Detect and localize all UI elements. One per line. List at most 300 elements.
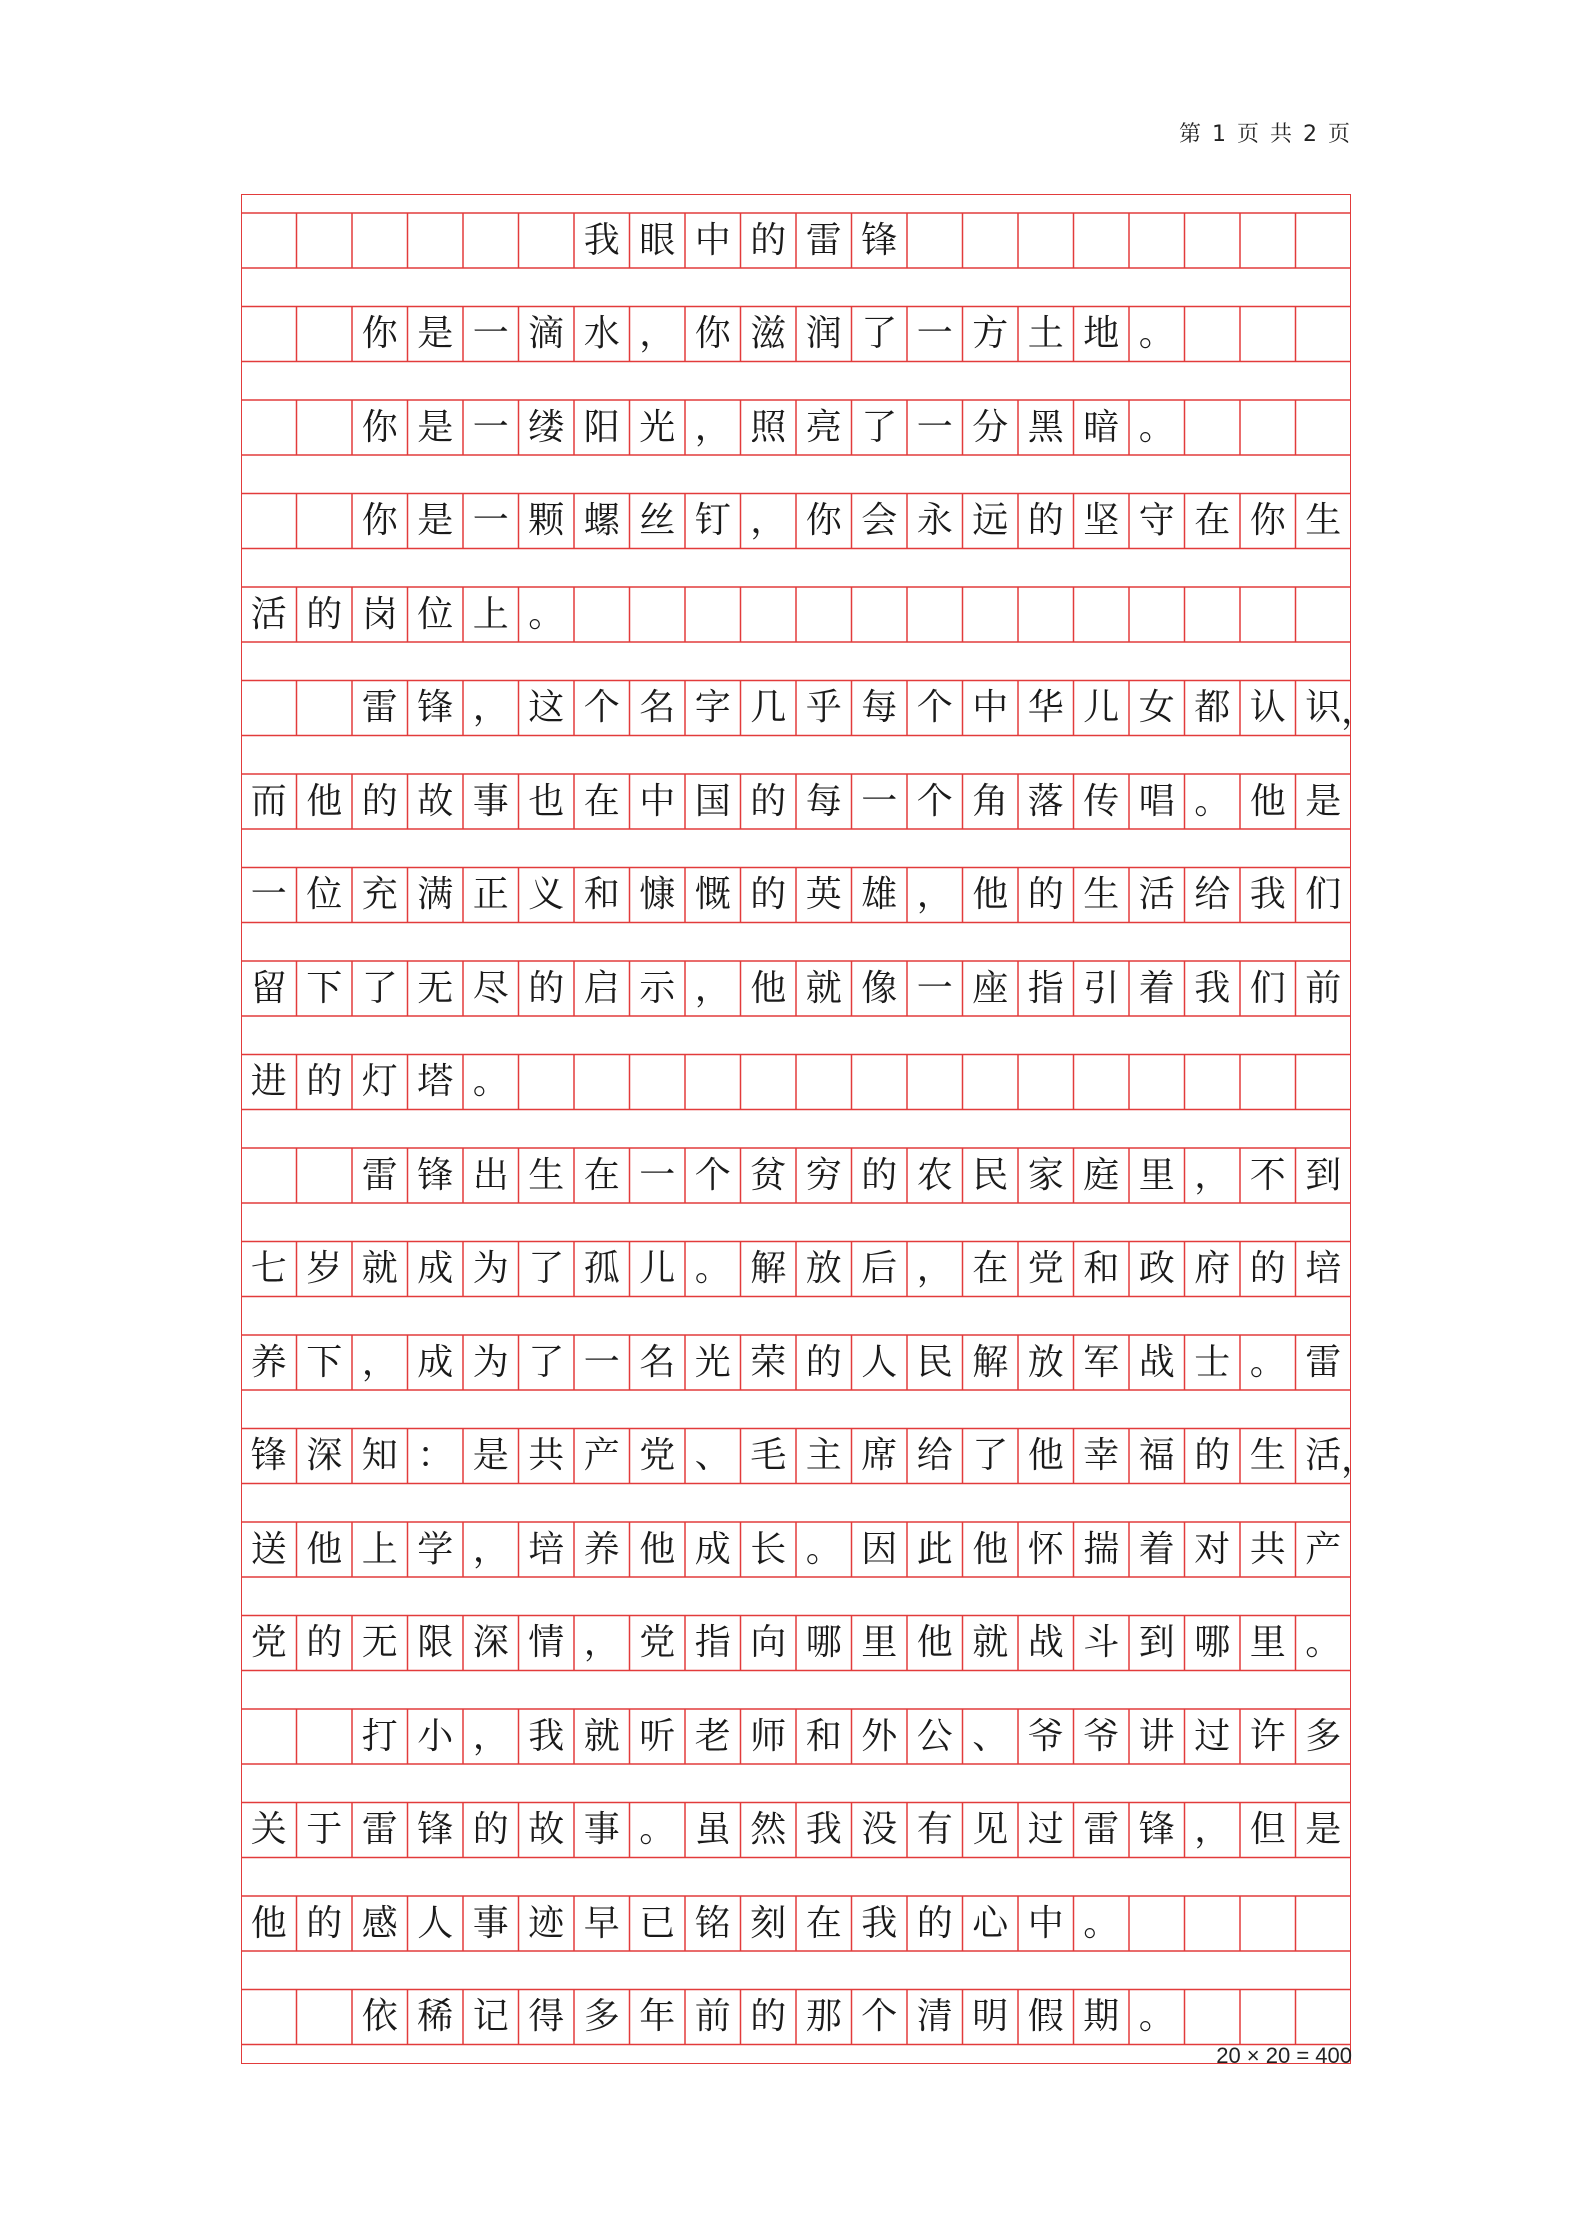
grid-cell: ， [472, 1715, 509, 1757]
grid-cell: 一 [639, 1154, 676, 1196]
grid-cell [352, 213, 408, 268]
grid-cell [1185, 1896, 1241, 1951]
grid-cell: 了 [861, 406, 898, 448]
grid-cell: 岗 [361, 593, 398, 635]
grid-cell: 。 [1138, 406, 1175, 448]
grid-cell: 个 [694, 1154, 731, 1196]
grid-cell: 个 [861, 1996, 898, 2037]
grid-cell: 。 [805, 1528, 842, 1570]
grid-cell [1240, 213, 1296, 268]
grid-cell: 锋 [1138, 1809, 1175, 1850]
grid-cell: 七 [250, 1248, 287, 1289]
grid-cell: 那 [805, 1996, 842, 2037]
grid-cell: 一 [916, 406, 953, 448]
grid-cell: 公 [916, 1715, 953, 1757]
grid-cell: 给 [1194, 874, 1231, 915]
grid-cell: 指 [694, 1622, 731, 1663]
grid-cell [519, 1055, 575, 1110]
grid-cell [1185, 213, 1241, 268]
grid-cell: 荣 [750, 1341, 787, 1383]
grid-cell: 培 [528, 1528, 565, 1570]
grid-cell [796, 587, 852, 642]
grid-cell: 在 [583, 780, 620, 822]
grid-cell: 里 [1138, 1154, 1175, 1196]
grid-cell: 上 [361, 1528, 398, 1570]
grid-cell: 义 [528, 874, 565, 915]
grid-cell: 就 [972, 1622, 1009, 1663]
grid-cell: 向 [750, 1622, 787, 1663]
grid-cell: 。 [1249, 1341, 1286, 1383]
grid-cell: 一 [583, 1341, 620, 1383]
grid-cell: 爷 [1027, 1715, 1064, 1757]
grid-cell: 产 [583, 1435, 620, 1476]
grid-cell: 党 [1027, 1248, 1064, 1289]
grid-row [241, 1709, 1351, 1764]
grid-row [241, 1429, 1377, 1484]
grid-cell: 生 [1305, 500, 1342, 541]
grid-cell: 事 [583, 1809, 620, 1850]
grid-cell: 每 [861, 687, 898, 728]
grid-cell: 前 [1305, 967, 1342, 1009]
grid-cell: 会 [861, 500, 898, 541]
grid-cell: 在 [583, 1154, 620, 1196]
grid-cell: 中 [972, 687, 1009, 728]
grid-cell: 锋 [417, 1154, 454, 1196]
grid-cell: 在 [1194, 500, 1231, 541]
grid-cell: 锋 [861, 219, 898, 261]
grid-cell: 心 [972, 1902, 1009, 1944]
grid-cell: 黑 [1027, 406, 1064, 448]
grid-cell: 庭 [1083, 1154, 1120, 1196]
grid-cell: 一 [916, 967, 953, 1009]
grid-cell: 、 [694, 1435, 731, 1476]
grid-cell: 是 [472, 1435, 509, 1476]
grid-cell: 生 [528, 1154, 565, 1196]
grid-cell: 席 [861, 1435, 898, 1476]
grid-cell: 培 [1305, 1248, 1342, 1289]
grid-cell [1240, 1896, 1296, 1951]
grid-lines [241, 194, 1351, 2064]
grid-cell [1296, 307, 1352, 362]
grid-cell [574, 1055, 630, 1110]
grid-cell [963, 213, 1019, 268]
grid-cell: 的 [306, 1622, 343, 1663]
grid-row [241, 1242, 1351, 1297]
grid-cell: 的 [361, 780, 398, 822]
grid-cell: 他 [972, 874, 1009, 915]
grid-cell: 贫 [750, 1154, 787, 1196]
grid-cell: 你 [694, 313, 731, 354]
grid-row [241, 1148, 1351, 1203]
grid-cell: 但 [1249, 1809, 1286, 1850]
grid-cell: 。 [694, 1248, 731, 1289]
manuscript-grid-sheet [241, 194, 1377, 2064]
grid-row [241, 494, 1351, 549]
grid-cell: 雷 [361, 687, 398, 728]
grid-cell: 钉 [694, 500, 731, 541]
grid-cell: 乎 [805, 687, 842, 728]
grid-cell: 雷 [1305, 1341, 1342, 1383]
grid-cell: 充 [361, 874, 398, 915]
grid-cell: ， [639, 313, 676, 354]
grid-cell: 在 [805, 1902, 842, 1944]
grid-cell: 主 [805, 1435, 842, 1476]
grid-row [241, 307, 1351, 362]
grid-cell: 共 [528, 1435, 565, 1476]
grid-cell: 前 [694, 1996, 731, 2037]
grid-cell: 师 [750, 1715, 787, 1757]
grid-cell: 他 [250, 1902, 287, 1944]
grid-cell: 远 [972, 500, 1009, 541]
grid-cell: 。 [1305, 1622, 1342, 1663]
grid-cell: 一 [472, 500, 509, 541]
grid-cell: 得 [528, 1996, 565, 2037]
grid-cell: 虽 [694, 1809, 731, 1850]
grid-cell [1129, 587, 1185, 642]
grid-cell: 你 [361, 500, 398, 541]
grid-cell: 留 [250, 967, 287, 1009]
grid-cell: 传 [1083, 780, 1120, 822]
grid-cell: 地 [1083, 313, 1120, 354]
grid-cell: 他 [306, 1528, 343, 1570]
grid-cell: 早 [583, 1902, 620, 1944]
grid-cell [630, 587, 686, 642]
grid-cell: 亮 [805, 406, 842, 448]
grid-cell: 无 [417, 967, 454, 1009]
grid-cell: 认 [1249, 687, 1286, 728]
grid-cell: 解 [972, 1341, 1009, 1383]
grid-cell: 里 [861, 1622, 898, 1663]
grid-row [241, 1803, 1351, 1858]
grid-cell: 光 [694, 1341, 731, 1383]
grid-cell: 解 [750, 1248, 787, 1289]
grid-cell: 岁 [306, 1248, 343, 1289]
grid-cell [1185, 400, 1241, 455]
grid-cell [907, 1055, 963, 1110]
grid-cell: 成 [417, 1248, 454, 1289]
grid-cell: 位 [306, 874, 343, 915]
grid-cell [1185, 307, 1241, 362]
grid-cell: 有 [916, 1809, 953, 1850]
grid-cell: 一 [472, 406, 509, 448]
grid-cell [241, 213, 297, 268]
grid-cell: 锋 [250, 1435, 287, 1476]
grid-cell [1185, 587, 1241, 642]
grid-cell: 他 [972, 1528, 1009, 1570]
grid-cell: 感 [361, 1902, 398, 1944]
grid-cell: 见 [972, 1809, 1009, 1850]
grid-cell: 打 [361, 1715, 398, 1757]
grid-cell [1296, 1990, 1352, 2045]
grid-cell: 共 [1249, 1528, 1286, 1570]
grid-cell: 爷 [1083, 1715, 1120, 1757]
grid-cell: 事 [472, 1902, 509, 1944]
grid-cell: 他 [916, 1622, 953, 1663]
grid-cell: 雷 [805, 219, 842, 261]
grid-cell [241, 307, 297, 362]
grid-cell: 哪 [1194, 1622, 1231, 1663]
grid-cell: 下 [306, 967, 343, 1009]
grid-cell: 的 [306, 1902, 343, 1944]
overflow-punctuation: ， [1340, 1438, 1377, 1480]
grid-cell: 土 [1027, 313, 1064, 354]
grid-cell [241, 400, 297, 455]
grid-cell: 国 [694, 780, 731, 822]
grid-cell: ， [583, 1622, 620, 1663]
grid-cell: 为 [472, 1248, 509, 1289]
grid-cell [241, 494, 297, 549]
grid-cell: 是 [1305, 1809, 1342, 1850]
grid-cell: 的 [750, 874, 787, 915]
grid-cell: 几 [750, 687, 787, 728]
grid-cell: 润 [805, 313, 842, 354]
grid-cell: 每 [805, 780, 842, 822]
grid-cell: 就 [361, 1248, 398, 1289]
grid-cell: 我 [583, 219, 620, 261]
grid-cell: 知 [361, 1435, 398, 1476]
grid-cell [1129, 1055, 1185, 1110]
grid-cell: 的 [861, 1154, 898, 1196]
grid-cell: 家 [1027, 1154, 1064, 1196]
grid-cell: 华 [1027, 687, 1064, 728]
grid-cell: 儿 [639, 1248, 676, 1289]
grid-cell: 了 [861, 313, 898, 354]
grid-cell: 无 [361, 1622, 398, 1663]
grid-cell: 已 [639, 1902, 676, 1944]
grid-cell: 滴 [528, 313, 565, 354]
grid-cell: ， [916, 1248, 953, 1289]
grid-cell: 雷 [361, 1809, 398, 1850]
grid-cell: 都 [1194, 687, 1231, 728]
grid-cell: 活 [1305, 1435, 1342, 1476]
grid-cell: 。 [1138, 1996, 1175, 2037]
grid-cell: 限 [417, 1622, 454, 1663]
grid-cell: 党 [639, 1622, 676, 1663]
grid-cell: 他 [1027, 1435, 1064, 1476]
grid-cell: 指 [1027, 967, 1064, 1009]
grid-cell: 他 [750, 967, 787, 1009]
grid-cell: 儿 [1083, 687, 1120, 728]
overflow-punctuation: ， [1340, 690, 1377, 732]
grid-cell: 情 [528, 1622, 565, 1663]
grid-cell: 孤 [583, 1248, 620, 1289]
grid-cell: 女 [1138, 687, 1175, 728]
grid-cell: 我 [528, 1715, 565, 1757]
grid-cell: 民 [916, 1341, 953, 1383]
grid-cell: ， [472, 1528, 509, 1570]
grid-cell [1018, 213, 1074, 268]
grid-row [241, 1990, 1351, 2045]
grid-cell: 的 [1027, 874, 1064, 915]
grid-cell [408, 213, 464, 268]
grid-cell: 军 [1083, 1341, 1120, 1383]
grid-cell: ： [417, 1435, 454, 1476]
grid-cell: 雷 [361, 1154, 398, 1196]
grid-cell: 里 [1249, 1622, 1286, 1663]
grid-cell: 是 [417, 500, 454, 541]
grid-cell: 暗 [1083, 406, 1120, 448]
grid-cell [630, 1055, 686, 1110]
grid-cell: 就 [583, 1715, 620, 1757]
grid-cell: ， [361, 1341, 398, 1383]
grid-cell: 慷 [639, 874, 676, 915]
grid-cell: 颗 [528, 500, 565, 541]
grid-cell [685, 587, 741, 642]
grid-cell [297, 494, 353, 549]
grid-cell: 锋 [417, 687, 454, 728]
grid-cell: 故 [417, 780, 454, 822]
grid-cell: 我 [861, 1902, 898, 1944]
grid-cell: 期 [1083, 1996, 1120, 2037]
grid-cell: 眼 [639, 219, 676, 261]
grid-cell: 迹 [528, 1902, 565, 1944]
grid-cell: 英 [805, 874, 842, 915]
grid-cell: 哪 [805, 1622, 842, 1663]
grid-cell: 也 [528, 780, 565, 822]
grid-cell [1240, 587, 1296, 642]
grid-cell: 中 [1027, 1902, 1064, 1944]
grid-cell [297, 1990, 353, 2045]
grid-cell: 一 [916, 313, 953, 354]
grid-cell: 学 [417, 1528, 454, 1570]
grid-cell: 活 [250, 593, 287, 635]
grid-cell: 水 [583, 313, 620, 354]
grid-cell: 和 [583, 874, 620, 915]
grid-cell: 上 [472, 593, 509, 635]
grid-cell [685, 1055, 741, 1110]
grid-cell: 座 [972, 967, 1009, 1009]
grid-cell: 成 [694, 1528, 731, 1570]
grid-cell [1240, 1990, 1296, 2045]
grid-cell: 的 [805, 1341, 842, 1383]
grid-cell: 的 [1194, 1435, 1231, 1476]
grid-cell: 个 [916, 687, 953, 728]
grid-cell: 锋 [417, 1809, 454, 1850]
grid-cell: 示 [639, 967, 676, 1009]
grid-cell: 活 [1138, 874, 1175, 915]
grid-row [241, 1055, 1351, 1110]
grid-cell [241, 1148, 297, 1203]
grid-cell: 的 [750, 780, 787, 822]
grid-cell: 塔 [417, 1061, 454, 1102]
grid-cell [574, 587, 630, 642]
grid-cell: 府 [1194, 1248, 1231, 1289]
grid-cell [1296, 1055, 1352, 1110]
grid-cell: 人 [861, 1341, 898, 1383]
grid-cell: 生 [1249, 1435, 1286, 1476]
grid-cell [1185, 1055, 1241, 1110]
grid-cell [1129, 213, 1185, 268]
grid-row [241, 1522, 1351, 1577]
grid-cell: ， [694, 406, 731, 448]
grid-row [241, 400, 1351, 455]
grid-cell [741, 587, 797, 642]
grid-cell: 幸 [1083, 1435, 1120, 1476]
grid-cell: 放 [1027, 1341, 1064, 1383]
grid-cell: 养 [583, 1528, 620, 1570]
grid-cell: 刻 [750, 1902, 787, 1944]
grid-cell: 对 [1194, 1528, 1231, 1570]
grid-cell: 个 [916, 780, 953, 822]
grid-cell: 民 [972, 1154, 1009, 1196]
grid-cell: ， [750, 500, 787, 541]
grid-cell: 斗 [1083, 1622, 1120, 1663]
grid-cell: 。 [472, 1061, 509, 1102]
grid-cell [1185, 1990, 1241, 2045]
grid-cell: 稀 [417, 1996, 454, 2037]
grid-cell: 你 [805, 500, 842, 541]
grid-cell: 、 [972, 1715, 1009, 1757]
grid-cell: ， [1194, 1809, 1231, 1850]
grid-cell: 你 [1249, 500, 1286, 541]
grid-cell: ， [472, 687, 509, 728]
grid-cell: 缕 [528, 406, 565, 448]
grid-cell: 个 [583, 687, 620, 728]
grid-cell: ， [1194, 1154, 1231, 1196]
grid-cell: 生 [1083, 874, 1120, 915]
grid-cell [1240, 400, 1296, 455]
grid-cell [1296, 1896, 1352, 1951]
grid-cell: 为 [472, 1341, 509, 1383]
grid-cell: 方 [972, 313, 1009, 354]
grid-cell [741, 1055, 797, 1110]
grid-cell: 的 [750, 1996, 787, 2037]
grid-cell: 铭 [694, 1902, 731, 1944]
grid-cell: 我 [1249, 874, 1286, 915]
grid-cell: 是 [1305, 780, 1342, 822]
grid-cell: 战 [1138, 1341, 1175, 1383]
grid-cell: 位 [417, 593, 454, 635]
grid-cell: 一 [472, 313, 509, 354]
grid-cell: 党 [250, 1622, 287, 1663]
grid-cell: 的 [750, 219, 787, 261]
grid-cell: 关 [250, 1809, 287, 1850]
grid-cell: 角 [972, 780, 1009, 822]
grid-cell: 和 [805, 1715, 842, 1757]
grid-cell [1296, 213, 1352, 268]
grid-cell: 永 [916, 500, 953, 541]
grid-cell [297, 1709, 353, 1764]
grid-cell: 和 [1083, 1248, 1120, 1289]
grid-cell: 过 [1027, 1809, 1064, 1850]
grid-cell [1240, 1055, 1296, 1110]
grid-cell [1074, 213, 1130, 268]
grid-cell: 。 [639, 1809, 676, 1850]
grid-cell [1296, 400, 1352, 455]
grid-cell: 依 [361, 1996, 398, 2037]
grid-cell [1240, 307, 1296, 362]
grid-count-label: 20 × 20 = 400 [1216, 2043, 1352, 2068]
grid-cell: 。 [1083, 1902, 1120, 1944]
grid-cell: 事 [472, 780, 509, 822]
grid-row [241, 1335, 1351, 1390]
grid-cell [241, 1709, 297, 1764]
grid-cell: 启 [583, 967, 620, 1009]
grid-cell: 。 [1194, 780, 1231, 822]
grid-cell: 你 [361, 406, 398, 448]
grid-cell: 老 [694, 1715, 731, 1757]
grid-cell: 记 [472, 1996, 509, 2037]
grid-cell: 不 [1249, 1154, 1286, 1196]
grid-cell [963, 587, 1019, 642]
grid-cell: 雄 [861, 874, 898, 915]
grid-cell: 后 [861, 1248, 898, 1289]
grid-cell [1296, 587, 1352, 642]
grid-cell: 灯 [361, 1061, 398, 1102]
grid-cell [297, 681, 353, 736]
grid-cell: 小 [417, 1715, 454, 1757]
grid-cell: 清 [916, 1996, 953, 2037]
